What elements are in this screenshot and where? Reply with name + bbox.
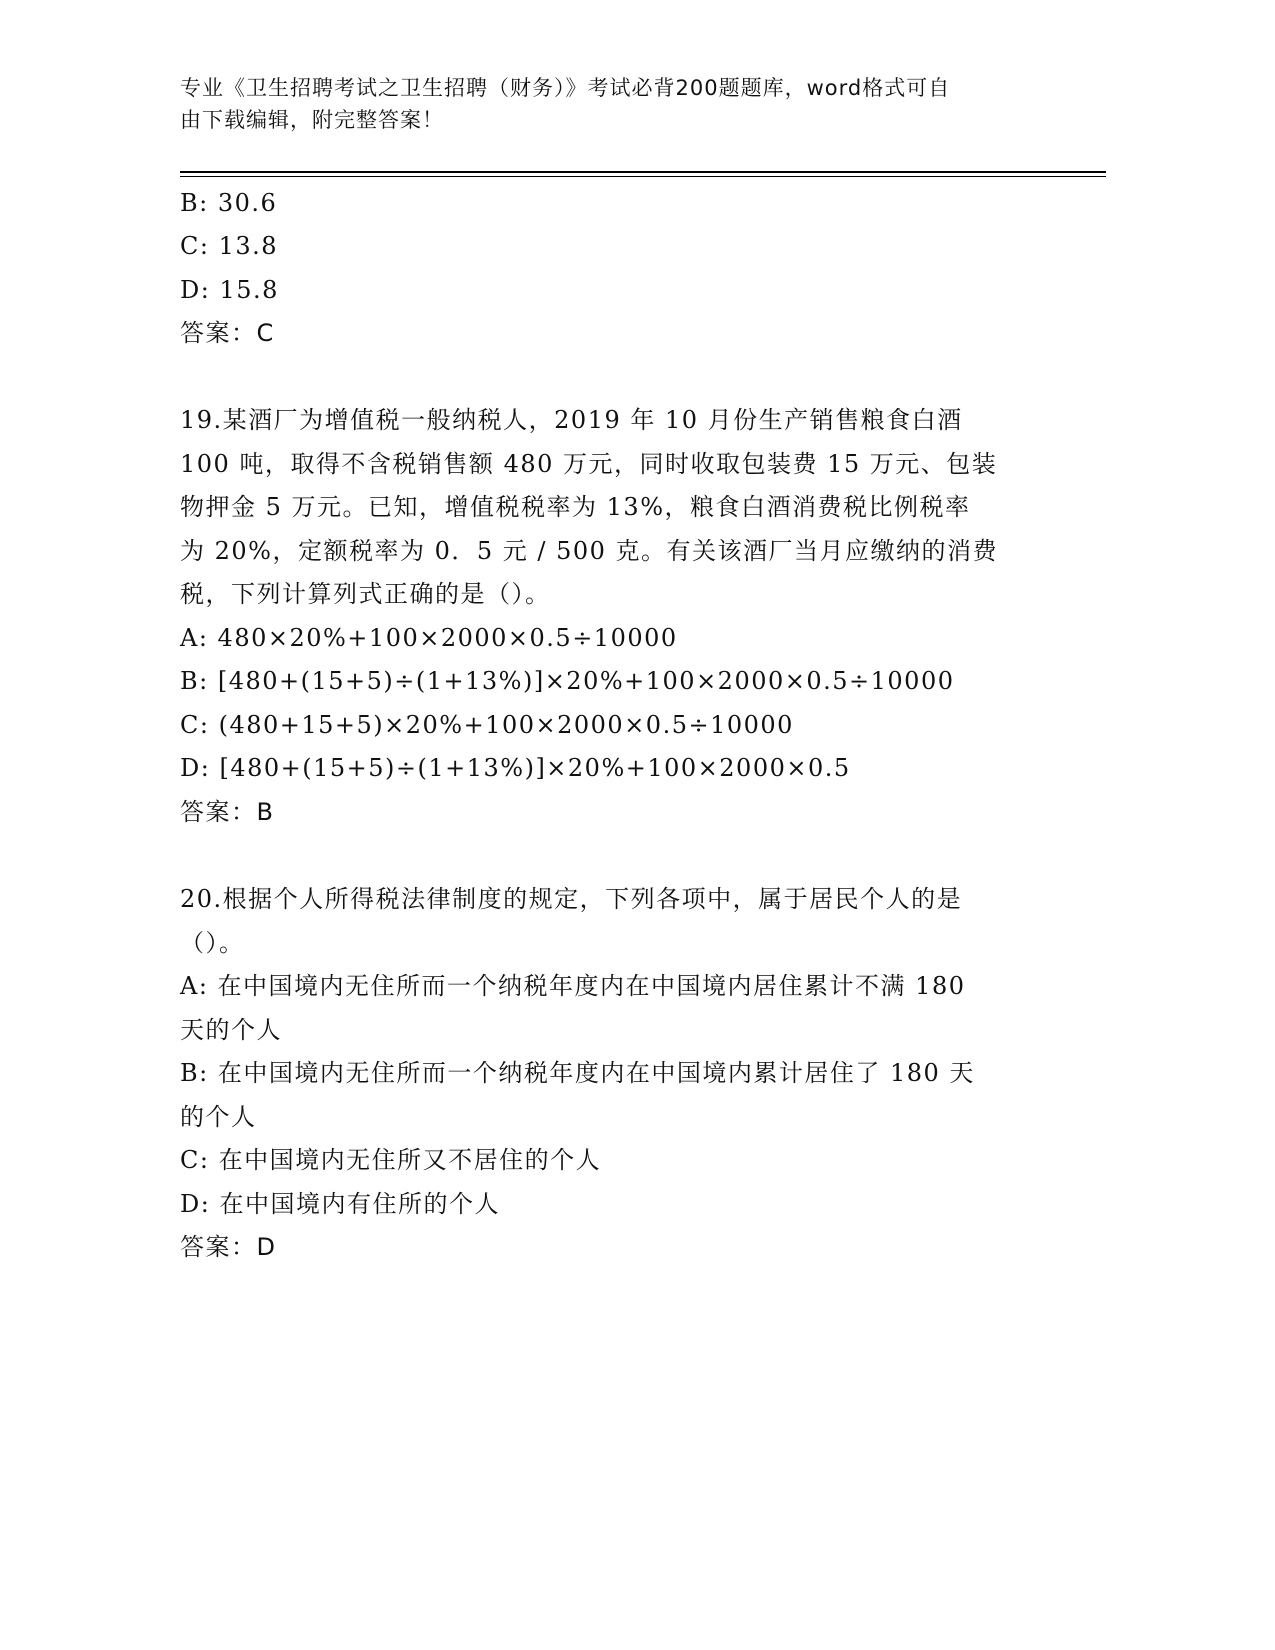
answer: 答案：B [180,798,275,826]
option: C: (480+15+5)×20%+100×2000×0.5÷10000 [180,711,794,739]
option: B: [480+(15+5)÷(1+13%)]×20%+100×2000×0.5÷10000 [180,667,955,695]
question-stem: 税，下列计算列式正确的是（）。 [180,580,551,608]
option: 的个人 [180,1103,257,1131]
header-line: 由下载编辑，附完整答案！ [180,108,444,132]
header-rule [180,171,1106,173]
option: D: [480+(15+5)÷(1+13%)]×20%+100×2000×0.5 [180,754,851,782]
option: D: 15.8 [180,276,279,304]
answer: 答案：C [180,319,275,347]
option: C: 13.8 [180,232,279,260]
option: C: 在中国境内无住所又不居住的个人 [180,1146,602,1174]
option: 天的个人 [180,1016,282,1044]
option: A: 480×20%+100×2000×0.5÷10000 [180,624,678,652]
option: B: 30.6 [180,189,278,217]
document-header [180,72,950,136]
answer: 答案：D [180,1233,277,1261]
question-stem: 为 20%，定额税率为 0．5 元 / 500 克。有关该酒厂当月应缴纳的消费 [180,537,999,565]
option: B: 在中国境内无住所而一个纳税年度内在中国境内累计居住了 180 天 [180,1059,975,1087]
question-stem: 100 吨，取得不含税销售额 480 万元，同时收取包装费 15 万元、包装 [180,450,998,478]
question-stem: 物押金 5 万元。已知，增值税税率为 13%，粮食白酒消费税比例税率 [180,493,971,521]
question-stem: 19.某酒厂为增值税一般纳税人，2019 年 10 月份生产销售粮食白酒 [180,406,963,434]
question-stem: （）。 [180,929,245,957]
header-rule [180,176,1106,177]
option: D: 在中国境内有住所的个人 [180,1190,500,1218]
header-line: 专业《卫生招聘考试之卫生招聘（财务）》考试必背200题题库，word格式可自 [180,76,951,100]
option: A: 在中国境内无住所而一个纳税年度内在中国境内居住累计不满 180 [180,972,966,1000]
question-stem: 20.根据个人所得税法律制度的规定，下列各项中，属于居民个人的是 [180,885,963,913]
